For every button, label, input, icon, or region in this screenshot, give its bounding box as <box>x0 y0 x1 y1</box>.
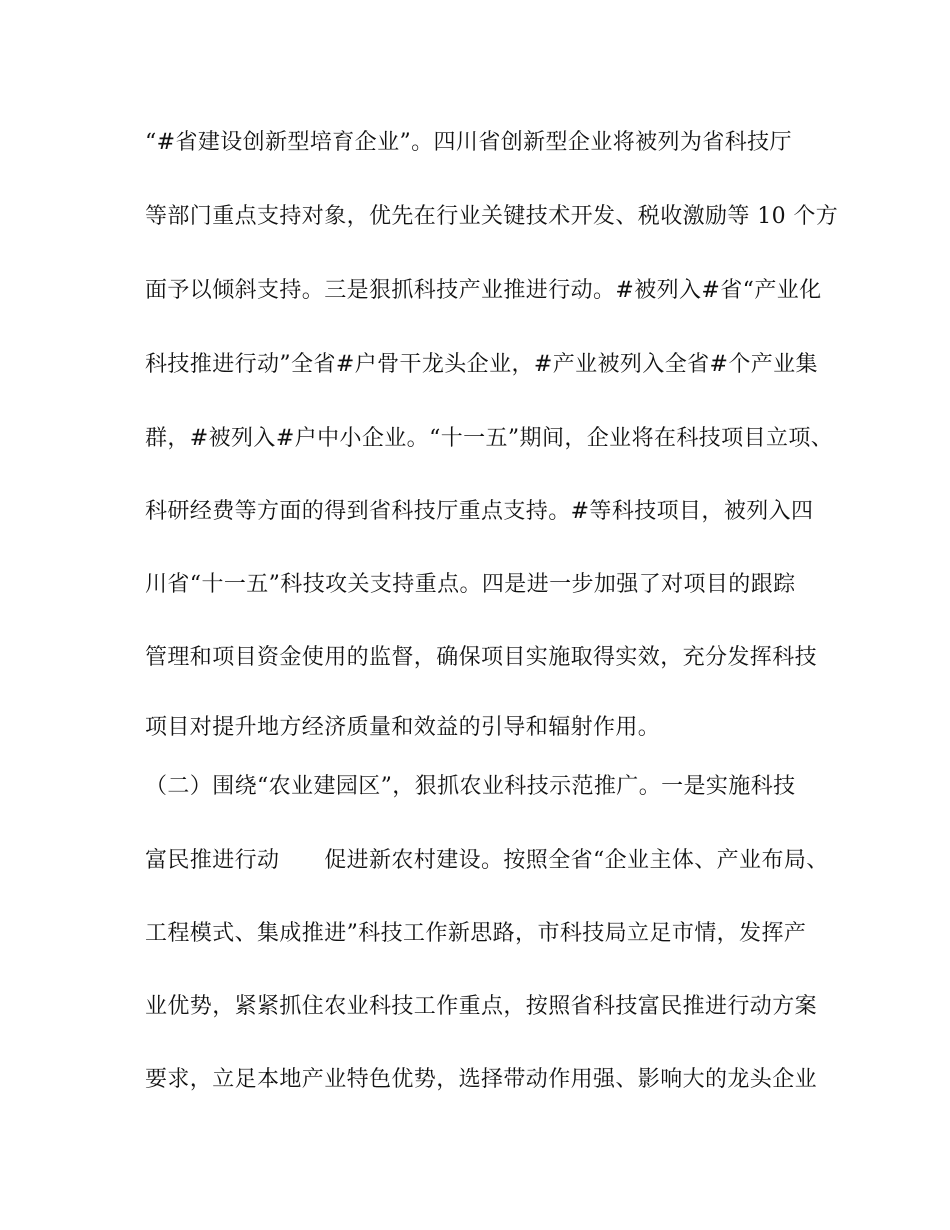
body-text-line: “#省建设创新型培育企业”。四川省创新型企业将被列为省科技厅 <box>145 130 792 155</box>
section-heading-line: （二）围绕“农业建园区”，狠抓农业科技示范推广。一是实施科技 <box>145 774 796 799</box>
body-text-line: 面予以倾斜支持。三是狠抓科技产业推进行动。#被列入#省“产业化 <box>145 278 822 303</box>
body-text-line: 群，#被列入#户中小企业。“十一五”期间，企业将在科技项目立项、 <box>145 426 834 451</box>
body-text-line: 项目对提升地方经济质量和效益的引导和辐射作用。 <box>145 715 661 740</box>
body-text-line: 等部门重点支持对象，优先在行业关键技术开发、税收激励等 10 个方 <box>145 204 839 229</box>
body-text-line: 要求，立足本地产业特色优势，选择带动作用强、影响大的龙头企业 <box>145 1067 818 1092</box>
body-text-line: 科技推进行动”全省#户骨干龙头企业，#产业被列入全省#个产业集 <box>145 352 818 377</box>
body-text-line: 科研经费等方面的得到省科技厅重点支持。#等科技项目，被列入四 <box>145 499 814 524</box>
body-text-line: 业优势，紧紧抓住农业科技工作重点，按照省科技富民推进行动方案 <box>145 994 818 1019</box>
body-text-line: 富民推进行动 促进新农村建设。按照全省“企业主体、产业布局、 <box>145 848 829 873</box>
body-text-line: 管理和项目资金使用的监督，确保项目实施取得实效，充分发挥科技 <box>145 645 818 670</box>
body-text-line: 工程模式、集成推进”科技工作新思路，市科技局立足市情，发挥产 <box>145 921 807 946</box>
body-text-line: 川省“十一五”科技攻关支持重点。四是进一步加强了对项目的跟踪 <box>145 572 796 597</box>
